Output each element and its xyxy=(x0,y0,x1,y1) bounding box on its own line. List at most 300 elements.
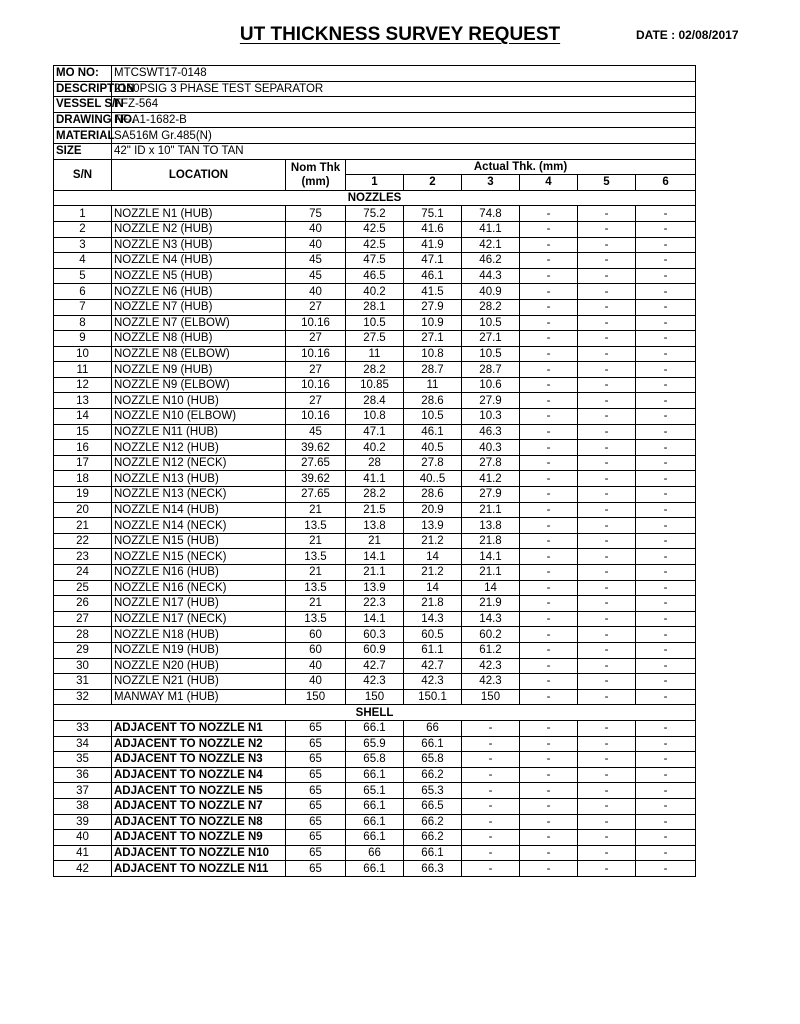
table-row xyxy=(54,377,696,393)
reading-cell: - xyxy=(636,845,696,861)
info-row xyxy=(54,81,696,97)
header-reading-3: 3 xyxy=(462,175,520,191)
reading-cell: 41.5 xyxy=(404,284,462,300)
table-row xyxy=(54,642,696,658)
reading-cell: 27.9 xyxy=(462,487,520,503)
location-cell: NOZZLE N7 (HUB) xyxy=(112,299,286,315)
location-cell: NOZZLE N1 (HUB) xyxy=(112,206,286,222)
header-location: LOCATION xyxy=(112,159,286,190)
reading-cell: - xyxy=(578,502,636,518)
reading-cell: 21.1 xyxy=(462,565,520,581)
reading-cell: - xyxy=(636,393,696,409)
info-label: MO NO: xyxy=(54,66,112,82)
reading-cell: 66.2 xyxy=(404,814,462,830)
reading-cell: 14.1 xyxy=(462,549,520,565)
location-cell: NOZZLE N8 (ELBOW) xyxy=(112,346,286,362)
location-cell: NOZZLE N9 (HUB) xyxy=(112,362,286,378)
location-cell: NOZZLE N3 (HUB) xyxy=(112,237,286,253)
reading-cell: 40.3 xyxy=(462,440,520,456)
reading-cell: - xyxy=(578,674,636,690)
location-cell: NOZZLE N15 (HUB) xyxy=(112,533,286,549)
reading-cell: - xyxy=(520,221,578,237)
sn-cell: 14 xyxy=(54,409,112,425)
reading-cell: 13.9 xyxy=(404,518,462,534)
reading-cell: - xyxy=(578,253,636,269)
nom-thk-cell: 40 xyxy=(286,674,346,690)
nom-thk-cell: 40 xyxy=(286,658,346,674)
reading-cell: 46.1 xyxy=(404,268,462,284)
reading-cell: - xyxy=(520,720,578,736)
reading-cell: 27.1 xyxy=(462,331,520,347)
reading-cell: - xyxy=(578,642,636,658)
table-row xyxy=(54,409,696,425)
nom-thk-cell: 10.16 xyxy=(286,346,346,362)
table-row xyxy=(54,611,696,627)
sn-cell: 18 xyxy=(54,471,112,487)
reading-cell: - xyxy=(636,518,696,534)
reading-cell: - xyxy=(578,206,636,222)
header-actual-thk: Actual Thk. (mm) xyxy=(346,159,696,175)
sn-cell: 26 xyxy=(54,596,112,612)
sn-cell: 21 xyxy=(54,518,112,534)
reading-cell: - xyxy=(578,299,636,315)
sn-cell: 12 xyxy=(54,377,112,393)
table-row xyxy=(54,253,696,269)
reading-cell: - xyxy=(636,377,696,393)
reading-cell: - xyxy=(578,533,636,549)
reading-cell: - xyxy=(636,206,696,222)
table-row xyxy=(54,471,696,487)
table-row xyxy=(54,487,696,503)
reading-cell: - xyxy=(578,798,636,814)
reading-cell: - xyxy=(636,565,696,581)
reading-cell: - xyxy=(520,627,578,643)
sn-cell: 2 xyxy=(54,221,112,237)
reading-cell: - xyxy=(636,627,696,643)
table-row xyxy=(54,752,696,768)
reading-cell: 10.5 xyxy=(462,346,520,362)
sn-cell: 31 xyxy=(54,674,112,690)
reading-cell: 27.8 xyxy=(462,455,520,471)
reading-cell: 66.1 xyxy=(346,767,404,783)
reading-cell: - xyxy=(636,830,696,846)
info-value: SA516M Gr.485(N) xyxy=(112,128,696,144)
reading-cell: 14.1 xyxy=(346,611,404,627)
nom-thk-cell: 65 xyxy=(286,767,346,783)
table-row xyxy=(54,814,696,830)
nom-thk-cell: 40 xyxy=(286,284,346,300)
header-reading-2: 2 xyxy=(404,175,462,191)
table-row xyxy=(54,393,696,409)
reading-cell: - xyxy=(520,471,578,487)
nom-thk-cell: 27 xyxy=(286,299,346,315)
reading-cell: - xyxy=(520,518,578,534)
reading-cell: - xyxy=(520,268,578,284)
nom-thk-cell: 75 xyxy=(286,206,346,222)
reading-cell: 27.8 xyxy=(404,455,462,471)
reading-cell: 46.5 xyxy=(346,268,404,284)
reading-cell: - xyxy=(578,268,636,284)
reading-cell: - xyxy=(520,845,578,861)
reading-cell: 46.3 xyxy=(462,424,520,440)
reading-cell: - xyxy=(636,783,696,799)
survey-table xyxy=(53,65,696,877)
reading-cell: - xyxy=(578,845,636,861)
reading-cell: - xyxy=(520,284,578,300)
reading-cell: 41.2 xyxy=(462,471,520,487)
table-row xyxy=(54,549,696,565)
table-row xyxy=(54,565,696,581)
header-sn: S/N xyxy=(54,159,112,190)
reading-cell: - xyxy=(520,424,578,440)
reading-cell: 41.6 xyxy=(404,221,462,237)
table-row xyxy=(54,596,696,612)
reading-cell: - xyxy=(520,611,578,627)
location-cell: NOZZLE N2 (HUB) xyxy=(112,221,286,237)
reading-cell: 46.1 xyxy=(404,424,462,440)
header-reading-1: 1 xyxy=(346,175,404,191)
sn-cell: 10 xyxy=(54,346,112,362)
reading-cell: 47.5 xyxy=(346,253,404,269)
reading-cell: 75.1 xyxy=(404,206,462,222)
table-row xyxy=(54,206,696,222)
sn-cell: 7 xyxy=(54,299,112,315)
sn-cell: 3 xyxy=(54,237,112,253)
reading-cell: 10.85 xyxy=(346,377,404,393)
location-cell: NOZZLE N8 (HUB) xyxy=(112,331,286,347)
reading-cell: - xyxy=(578,580,636,596)
reading-cell: - xyxy=(636,674,696,690)
reading-cell: - xyxy=(636,596,696,612)
sn-cell: 36 xyxy=(54,767,112,783)
nom-thk-cell: 65 xyxy=(286,783,346,799)
reading-cell: - xyxy=(578,611,636,627)
location-cell: NOZZLE N18 (HUB) xyxy=(112,627,286,643)
nom-thk-cell: 21 xyxy=(286,533,346,549)
reading-cell: - xyxy=(578,549,636,565)
reading-cell: 27.5 xyxy=(346,331,404,347)
reading-cell: 150.1 xyxy=(404,689,462,705)
reading-cell: 42.7 xyxy=(346,658,404,674)
reading-cell: - xyxy=(578,814,636,830)
reading-cell: 10.8 xyxy=(346,409,404,425)
location-cell: NOZZLE N9 (ELBOW) xyxy=(112,377,286,393)
reading-cell: - xyxy=(520,393,578,409)
reading-cell: - xyxy=(636,798,696,814)
reading-cell: - xyxy=(520,409,578,425)
nom-thk-cell: 10.16 xyxy=(286,315,346,331)
reading-cell: - xyxy=(636,752,696,768)
reading-cell: 66 xyxy=(404,720,462,736)
info-label: MATERIAL xyxy=(54,128,112,144)
nom-thk-cell: 27 xyxy=(286,331,346,347)
header-nom-thk: Nom Thk (mm) xyxy=(286,159,346,190)
reading-cell: 66.1 xyxy=(346,798,404,814)
location-cell: NOZZLE N17 (HUB) xyxy=(112,596,286,612)
reading-cell: 42.5 xyxy=(346,221,404,237)
location-cell: NOZZLE N10 (HUB) xyxy=(112,393,286,409)
reading-cell: 40.5 xyxy=(404,440,462,456)
table-row xyxy=(54,627,696,643)
table-row xyxy=(54,346,696,362)
reading-cell: 41.1 xyxy=(346,471,404,487)
reading-cell: - xyxy=(578,658,636,674)
reading-cell: 14 xyxy=(404,549,462,565)
reading-cell: 150 xyxy=(462,689,520,705)
reading-cell: - xyxy=(636,331,696,347)
reading-cell: - xyxy=(462,814,520,830)
nom-thk-cell: 40 xyxy=(286,237,346,253)
nom-thk-cell: 21 xyxy=(286,596,346,612)
nom-thk-cell: 65 xyxy=(286,752,346,768)
location-cell: MANWAY M1 (HUB) xyxy=(112,689,286,705)
sn-cell: 38 xyxy=(54,798,112,814)
reading-cell: - xyxy=(636,455,696,471)
reading-cell: - xyxy=(462,720,520,736)
table-row xyxy=(54,783,696,799)
reading-cell: - xyxy=(636,409,696,425)
reading-cell: 42.3 xyxy=(462,658,520,674)
reading-cell: 60.3 xyxy=(346,627,404,643)
sn-cell: 20 xyxy=(54,502,112,518)
sn-cell: 30 xyxy=(54,658,112,674)
reading-cell: 40.2 xyxy=(346,440,404,456)
reading-cell: 65.1 xyxy=(346,783,404,799)
reading-cell: - xyxy=(520,798,578,814)
reading-cell: 13.8 xyxy=(462,518,520,534)
reading-cell: - xyxy=(636,580,696,596)
nom-thk-cell: 39.62 xyxy=(286,471,346,487)
reading-cell: 28 xyxy=(346,455,404,471)
reading-cell: 66.1 xyxy=(404,736,462,752)
location-cell: NOZZLE N10 (ELBOW) xyxy=(112,409,286,425)
nom-thk-cell: 27.65 xyxy=(286,487,346,503)
nom-thk-cell: 65 xyxy=(286,814,346,830)
nom-thk-cell: 13.5 xyxy=(286,518,346,534)
reading-cell: - xyxy=(520,767,578,783)
location-cell: ADJACENT TO NOZZLE N2 xyxy=(112,736,286,752)
sn-cell: 35 xyxy=(54,752,112,768)
reading-cell: - xyxy=(636,253,696,269)
reading-cell: - xyxy=(520,377,578,393)
reading-cell: - xyxy=(636,424,696,440)
sn-cell: 5 xyxy=(54,268,112,284)
reading-cell: 61.2 xyxy=(462,642,520,658)
location-cell: NOZZLE N21 (HUB) xyxy=(112,674,286,690)
reading-cell: - xyxy=(578,315,636,331)
reading-cell: 21.5 xyxy=(346,502,404,518)
reading-cell: 10.9 xyxy=(404,315,462,331)
location-cell: NOZZLE N7 (ELBOW) xyxy=(112,315,286,331)
nom-thk-cell: 60 xyxy=(286,642,346,658)
document-title: UT THICKNESS SURVEY REQUEST xyxy=(239,24,561,45)
nom-thk-cell: 40 xyxy=(286,221,346,237)
reading-cell: - xyxy=(520,237,578,253)
reading-cell: - xyxy=(578,720,636,736)
sn-cell: 28 xyxy=(54,627,112,643)
nom-thk-cell: 65 xyxy=(286,798,346,814)
reading-cell: - xyxy=(578,830,636,846)
sn-cell: 42 xyxy=(54,861,112,877)
reading-cell: 14.1 xyxy=(346,549,404,565)
reading-cell: - xyxy=(578,237,636,253)
nom-thk-cell: 27.65 xyxy=(286,455,346,471)
table-row xyxy=(54,518,696,534)
reading-cell: 42.3 xyxy=(462,674,520,690)
reading-cell: 14 xyxy=(462,580,520,596)
reading-cell: 40..5 xyxy=(404,471,462,487)
info-label: DRAWING NO. xyxy=(54,112,112,128)
reading-cell: 28.2 xyxy=(462,299,520,315)
location-cell: ADJACENT TO NOZZLE N10 xyxy=(112,845,286,861)
reading-cell: 21 xyxy=(346,533,404,549)
reading-cell: - xyxy=(578,627,636,643)
reading-cell: 28.7 xyxy=(462,362,520,378)
table-row xyxy=(54,455,696,471)
reading-cell: - xyxy=(520,596,578,612)
reading-cell: 40.9 xyxy=(462,284,520,300)
reading-cell: - xyxy=(520,689,578,705)
reading-cell: - xyxy=(578,331,636,347)
location-cell: NOZZLE N14 (NECK) xyxy=(112,518,286,534)
reading-cell: 44.3 xyxy=(462,268,520,284)
reading-cell: - xyxy=(636,268,696,284)
reading-cell: - xyxy=(578,221,636,237)
reading-cell: 28.1 xyxy=(346,299,404,315)
location-cell: NOZZLE N16 (HUB) xyxy=(112,565,286,581)
reading-cell: - xyxy=(578,424,636,440)
section-title: SHELL xyxy=(54,705,696,721)
info-value: FFZ-564 xyxy=(112,97,696,113)
reading-cell: - xyxy=(520,346,578,362)
reading-cell: 14.3 xyxy=(462,611,520,627)
location-cell: NOZZLE N13 (HUB) xyxy=(112,471,286,487)
reading-cell: 21.8 xyxy=(462,533,520,549)
location-cell: ADJACENT TO NOZZLE N7 xyxy=(112,798,286,814)
reading-cell: 42.3 xyxy=(346,674,404,690)
reading-cell: - xyxy=(578,362,636,378)
reading-cell: - xyxy=(462,752,520,768)
reading-cell: - xyxy=(462,845,520,861)
sn-cell: 37 xyxy=(54,783,112,799)
reading-cell: - xyxy=(462,736,520,752)
info-label: DESCRIPTION xyxy=(54,81,112,97)
table-row xyxy=(54,767,696,783)
table-row xyxy=(54,502,696,518)
table-row xyxy=(54,845,696,861)
header-row xyxy=(54,159,696,175)
table-row xyxy=(54,861,696,877)
table-row xyxy=(54,830,696,846)
reading-cell: - xyxy=(578,689,636,705)
reading-cell: - xyxy=(578,346,636,362)
location-cell: ADJACENT TO NOZZLE N1 xyxy=(112,720,286,736)
info-row xyxy=(54,128,696,144)
reading-cell: - xyxy=(520,565,578,581)
reading-cell: 65.8 xyxy=(404,752,462,768)
location-cell: NOZZLE N15 (NECK) xyxy=(112,549,286,565)
reading-cell: - xyxy=(462,798,520,814)
reading-cell: 65.8 xyxy=(346,752,404,768)
reading-cell: 42.3 xyxy=(404,674,462,690)
reading-cell: 28.7 xyxy=(404,362,462,378)
reading-cell: - xyxy=(636,720,696,736)
reading-cell: - xyxy=(520,549,578,565)
nom-thk-cell: 150 xyxy=(286,689,346,705)
reading-cell: - xyxy=(636,549,696,565)
reading-cell: - xyxy=(636,642,696,658)
sn-cell: 34 xyxy=(54,736,112,752)
table-row xyxy=(54,689,696,705)
reading-cell: - xyxy=(462,861,520,877)
nom-thk-cell: 21 xyxy=(286,565,346,581)
table-row xyxy=(54,268,696,284)
reading-cell: - xyxy=(520,331,578,347)
sn-cell: 9 xyxy=(54,331,112,347)
reading-cell: - xyxy=(578,377,636,393)
sn-cell: 27 xyxy=(54,611,112,627)
table-row xyxy=(54,580,696,596)
reading-cell: - xyxy=(636,299,696,315)
reading-cell: - xyxy=(578,440,636,456)
reading-cell: 11 xyxy=(346,346,404,362)
reading-cell: 21.8 xyxy=(404,596,462,612)
reading-cell: 74.8 xyxy=(462,206,520,222)
reading-cell: - xyxy=(636,487,696,503)
reading-cell: 47.1 xyxy=(404,253,462,269)
info-label: SIZE xyxy=(54,143,112,159)
table-row xyxy=(54,798,696,814)
header-reading-6: 6 xyxy=(636,175,696,191)
location-cell: NOZZLE N19 (HUB) xyxy=(112,642,286,658)
reading-cell: 27.1 xyxy=(404,331,462,347)
reading-cell: 21.1 xyxy=(346,565,404,581)
reading-cell: 66.3 xyxy=(404,861,462,877)
reading-cell: - xyxy=(636,814,696,830)
location-cell: NOZZLE N20 (HUB) xyxy=(112,658,286,674)
sn-cell: 41 xyxy=(54,845,112,861)
reading-cell: - xyxy=(520,736,578,752)
reading-cell: - xyxy=(578,783,636,799)
nom-thk-cell: 27 xyxy=(286,393,346,409)
table-row xyxy=(54,720,696,736)
sn-cell: 4 xyxy=(54,253,112,269)
reading-cell: 66.2 xyxy=(404,830,462,846)
reading-cell: - xyxy=(636,689,696,705)
reading-cell: 66.1 xyxy=(346,830,404,846)
reading-cell: - xyxy=(520,440,578,456)
reading-cell: - xyxy=(578,393,636,409)
sn-cell: 24 xyxy=(54,565,112,581)
reading-cell: - xyxy=(636,471,696,487)
reading-cell: 41.9 xyxy=(404,237,462,253)
reading-cell: - xyxy=(578,518,636,534)
reading-cell: - xyxy=(578,284,636,300)
sn-cell: 19 xyxy=(54,487,112,503)
sn-cell: 13 xyxy=(54,393,112,409)
info-value: 42" ID x 10" TAN TO TAN xyxy=(112,143,696,159)
reading-cell: - xyxy=(578,455,636,471)
reading-cell: - xyxy=(578,471,636,487)
reading-cell: 60.9 xyxy=(346,642,404,658)
location-cell: NOZZLE N13 (NECK) xyxy=(112,487,286,503)
sn-cell: 32 xyxy=(54,689,112,705)
reading-cell: 75.2 xyxy=(346,206,404,222)
reading-cell: - xyxy=(578,487,636,503)
nom-thk-cell: 65 xyxy=(286,845,346,861)
sn-cell: 11 xyxy=(54,362,112,378)
table-row xyxy=(54,237,696,253)
